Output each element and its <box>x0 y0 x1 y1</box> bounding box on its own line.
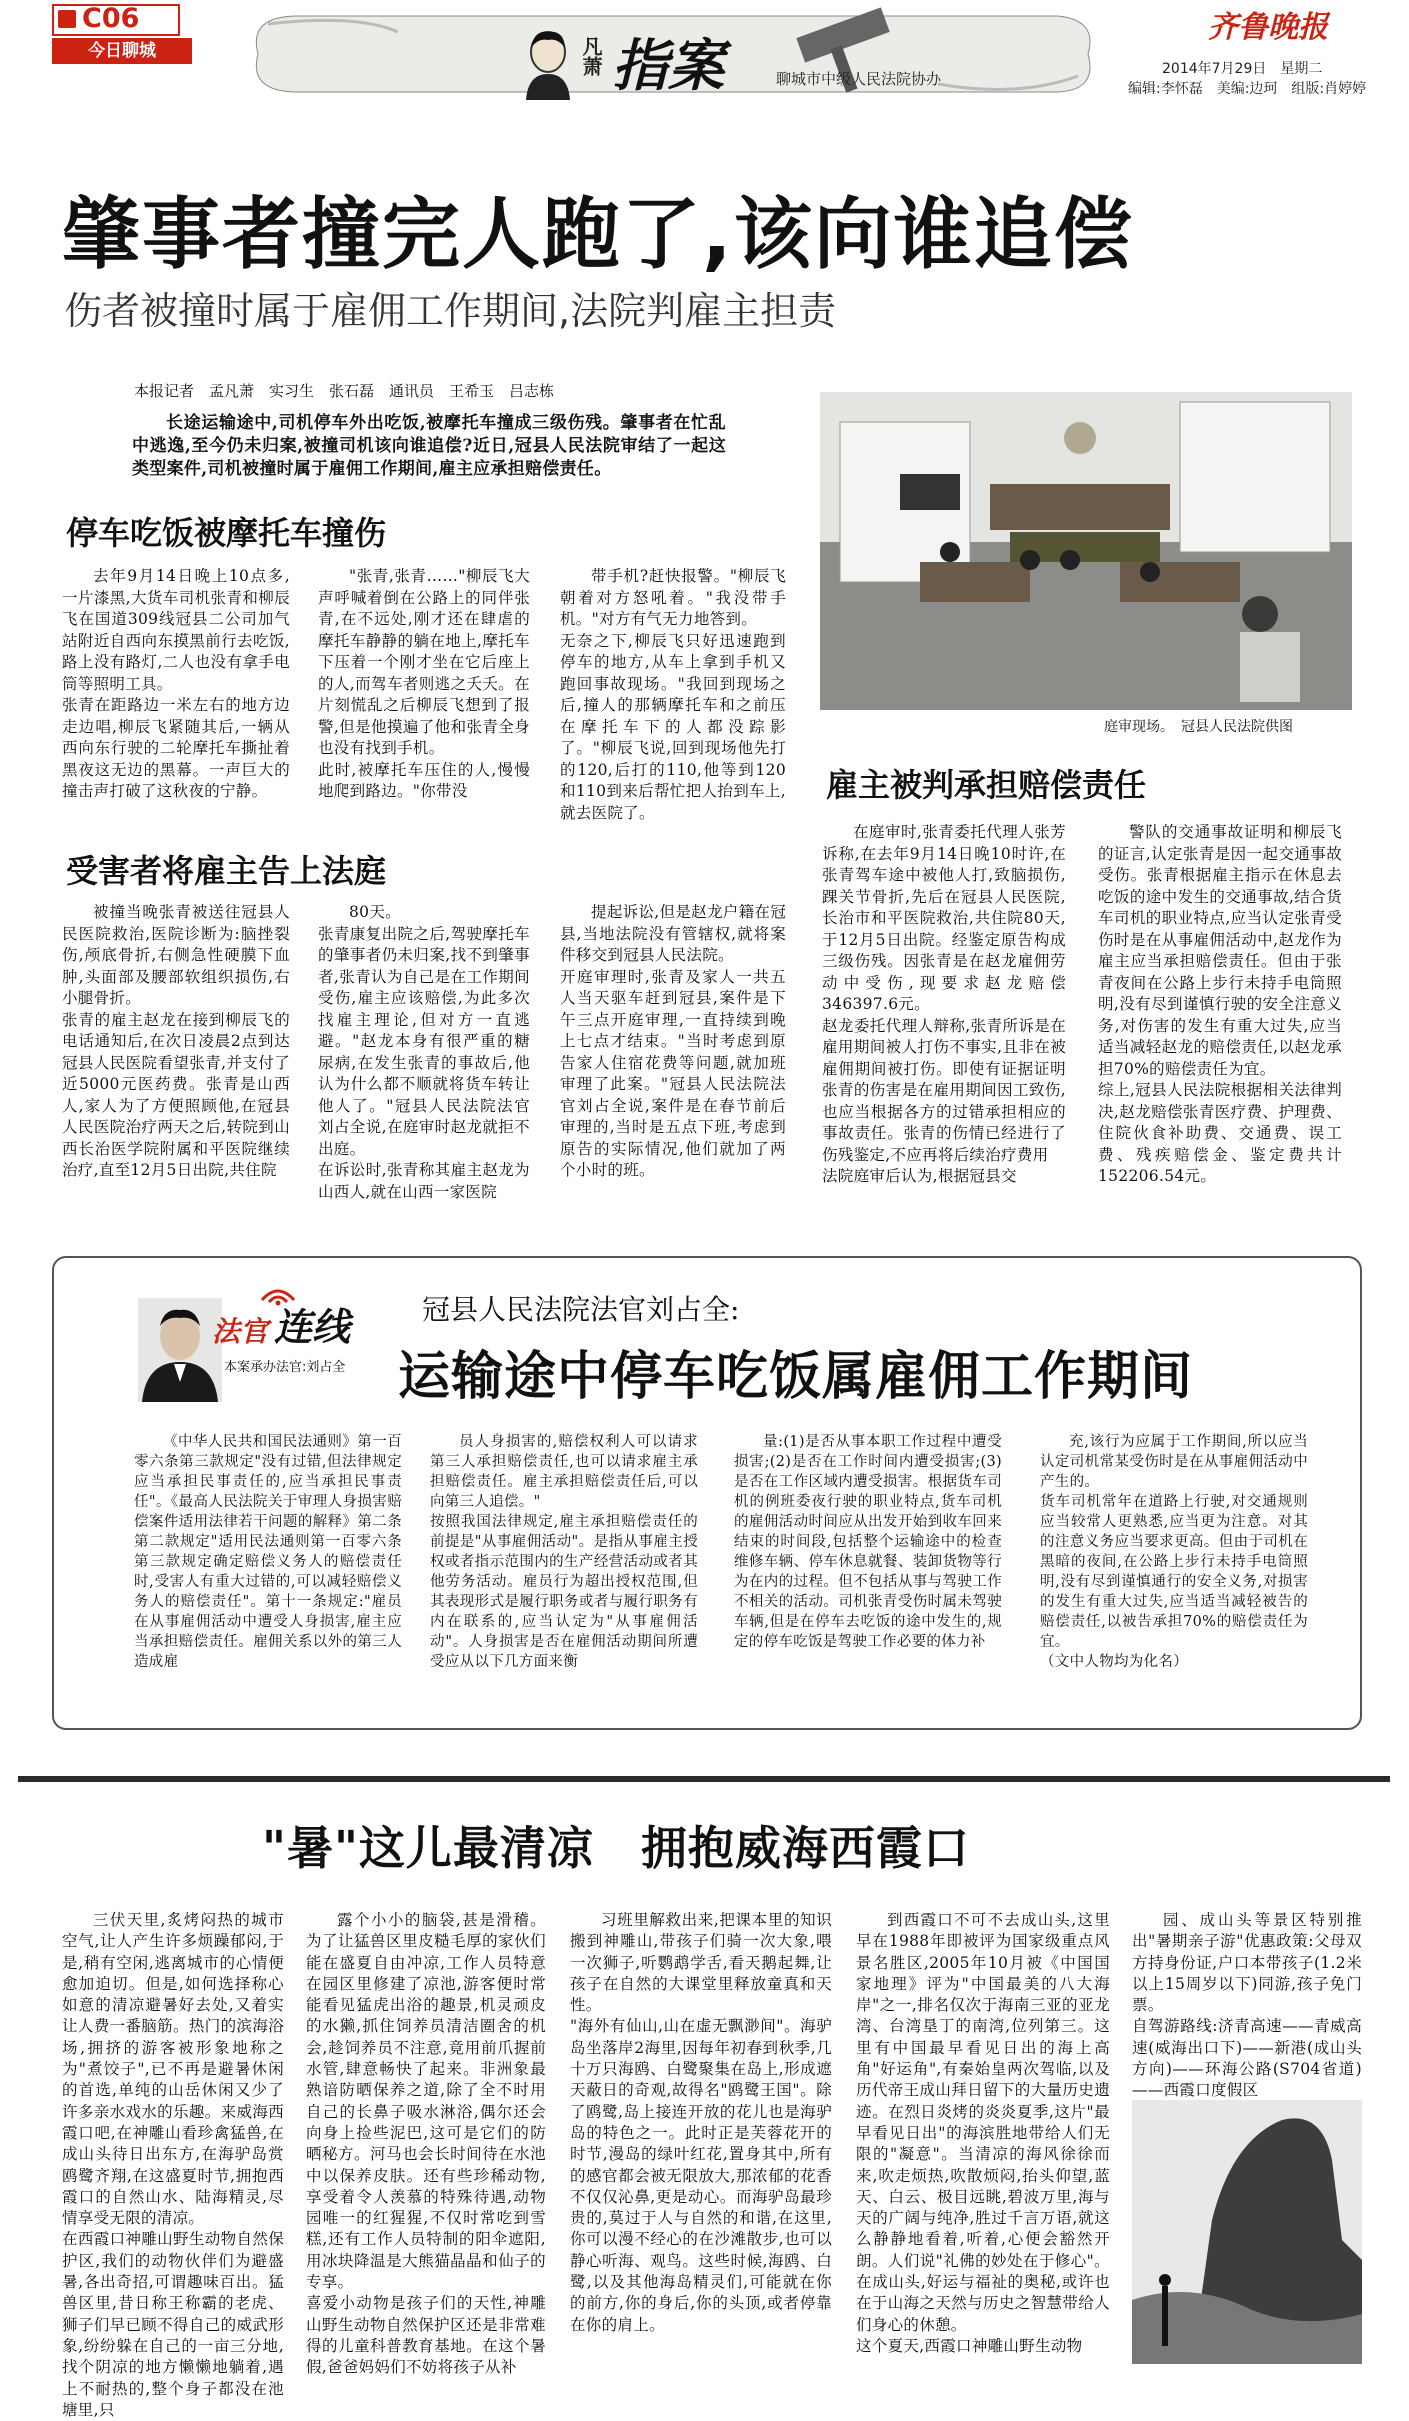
section-1-col-3: 带手机?赶快报警。"柳辰飞朝着对方怒吼着。"我没带手机。"对方有气无力地答到。 无奈之下,柳辰飞只好迅速跑到停车的地方,从车上拿到手机又跑回事故现场。"我回到现场之后,撞人的那辆摩托车和之前压在摩托车下的人都没踪影了。"柳辰飞说,回到现场他先打的120,后打的110,他等到120和110到来后帮忙把人抬到车上,就去医院了。 <box>560 567 786 822</box>
box-col-4: 充,该行为应属于工作期间,所以应当认定司机常某受伤时是在从事雇佣活动中产生的。 货车司机常年在道路上行驶,对交通规则应当较常人更熟悉,应当更为注意。对其的注意义务应当要求更高。但由于司机在黑暗的夜间,在公路上步行未持手电筒照明,没有尽到谨慎通行的安全义务,对损害的发生有重大过失,应当适当减轻被告的赔偿责任,以被告承担70%的赔偿责任为宜。 （文中人物均为化名） <box>1040 1434 1308 1670</box>
box-tag-b: 连线 <box>274 1304 351 1349</box>
travel-col-5: 园、成山头等景区特别推出"暑期亲子游"优惠政策:父母双方持身份证,户口本带孩子(1.2米以上15周岁以下)同游,孩子免门票。 自驾游路线:济青高速——青威高速(威海出口下)——新港(成山头方向)——环海公路(S704省道)——西霞口度假区 <box>1132 1911 1362 2100</box>
box-tag-a: 法官 <box>212 1315 269 1348</box>
section-1-col-2: "张青,张青……"柳辰飞大声呼喊着倒在公路上的同伴张青,在不远处,刚才还在肆虐的摩托车静静的躺在地上,摩托车下压着一个刚才坐在它后座上的人,而驾车者则逃之夭夭。在片刻慌乱之后柳辰飞想到了报警,但是他摸遍了他和张青全身也没有找到手机。 此时,被摩托车压住的人,慢慢地爬到路边。"你带没 <box>318 567 530 800</box>
travel-headline: "暑"这儿最清凉 拥抱威海西霞口 <box>262 1821 970 1875</box>
article-subheadline: 伤者被撞时属于雇佣工作期间,法院判雇主担责 <box>64 289 837 333</box>
section-2-col-1: 被撞当晚张青被送往冠县人民医院救治,医院诊断为:脑挫裂伤,颅底骨折,右侧急性硬膜下血肿,头面部及腰部软组织损伤,右小腿骨折。 张青的雇主赵龙在接到柳辰飞的电话通知后,在次日凌晨2点到达冠县人民医院看望张青,并支付了近5000元医药费。张青是山西人,家人为了方便照顾他,在冠县人民医院治疗两天之后,转院到山西长治医学院附属和平医院继续治疗,直至12月5日出院,共住院 <box>62 903 290 1179</box>
section-3-col-2: 警队的交通事故证明和柳辰飞的证言,认定张青是因一起交通事故受伤。张青根据雇主指示在休息去吃饭的途中发生的交通事故,结合货车司机的职业特点,应当认定张青受伤时是在从事雇佣活动中,赵龙作为雇主应当承担赔偿责任。但由于张青夜间在公路上步行未持手电筒照明,没有尽到谨慎行驶的安全注意义务,对伤害的发生有重大过失,应当适当减轻赵龙的赔偿责任,以赵龙承担70%的赔偿责任为宜。 综上,冠县人民法院根据相关法律判决,赵龙赔偿张青医疗费、护理费、住院伙食补助费、交通费、误工费、残疾赔偿金、鉴定费共计152206.54元。 <box>1098 823 1342 1185</box>
section-2-col-2: 80天。 张青康复出院之后,驾驶摩托车的肇事者仍未归案,找不到肇事者,张青认为自己是在工作期间受伤,雇主应该赔偿,为此多次找雇主理论,但对方一直逃避。"赵龙本身有很严重的糖尿病,在发生张青的事故后,他认为什么都不顺就将货车转让他人了。"冠县人民法院法官刘占全说,在庭审时赵龙就拒不出庭。 在诉讼时,张青称其雇主赵龙为山西人,就在山西一家医院 <box>318 903 530 1201</box>
box-headline: 运输途中停车吃饭属雇佣工作期间 <box>398 1347 1194 1407</box>
article-headline: 肇事者撞完人跑了,该向谁追偿 <box>62 190 1134 280</box>
travel-col-4: 到西霞口不可不去成山头,这里早在1988年即被评为国家级重点风景名胜区,2005年10月被《中国国家地理》评为"中国最美的八大海岸"之一,排名仅次于海南三亚的亚龙湾、台湾垦丁的南湾,位列第三。这里有中国最早看见日出的海上高角"好运角",有秦始皇两次驾临,以及历代帝王成山拜日留下的大量历史遗迹。在烈日炎烤的炎炎夏季,这片"最早看见日出"的海滨胜地带给人们无限的"凝意"。当清凉的海风徐徐而来,吹走烦热,吹散烦闷,抬头仰望,蓝天、白云、极目远眺,碧波万里,海与天的广阔与纯净,胜过千言万语,就这么静静地看着,听着,心便会豁然开朗。人们说"礼佛的妙处在于修心"。在成山头,好运与福祉的奥秘,或许也在于山海之天然与历史之智慧带给人们身心的休憩。 这个夏天,西霞口神雕山野生动物 <box>856 1911 1110 2355</box>
section-divider <box>18 1776 1390 1782</box>
subheading-3: 雇主被判承担赔偿责任 <box>826 766 1147 804</box>
reporter-avatar <box>520 28 576 100</box>
page-number: C06 <box>82 3 140 34</box>
travel-col-2: 露个小小的脑袋,甚是滑稽。为了让猛兽区里皮糙毛厚的家伙们能在盛夏自由冲凉,工作人员特意在园区里修建了凉池,游客便时常能看见猛虎出浴的趣景,机灵顽皮的水獭,抓住饲养员清洁圈舍的机会,趁饲养员不注意,竟用前爪握前水管,肆意畅快了起来。非洲象最熟谙防晒保养之道,除了全不时用自己的长鼻子吸水淋浴,偶尔还会向身上捡些泥巴,这可是它们的防晒秘方。河马也会长时间待在水池中以保养皮肤。还有些珍稀动物,享受着令人羡慕的特殊待遇,动物园唯一的红猩猩,不仅时常吃到雪糕,还有工作人员特制的阳伞遮阳,用冰块降温是大熊猫晶晶和仙子的专享。 喜爱小动物是孩子们的天性,神雕山野生动物自然保护区还是非常难得的儿童科普教育基地。在这个暑假,爸爸妈妈们不妨将孩子从补 <box>306 1911 546 2377</box>
subheading-1: 停车吃饭被摩托车撞伤 <box>66 514 387 552</box>
column-title-small: 凡萧 <box>579 36 603 76</box>
byline: 本报记者 孟凡萧 实习生 张石磊 通讯员 王希玉 吕志栋 <box>134 382 555 400</box>
photo-caption: 庭审现场。 冠县人民法院供图 <box>1104 719 1293 735</box>
newspaper-logo: 齐鲁晚报 <box>1208 10 1328 45</box>
section-3-col-1: 在庭审时,张青委托代理人张芳诉称,在去年9月14日晚10时许,在张青驾车途中被他人打,致脑损伤,踝关节骨折,先后在冠县人民医院,长治市和平医院救治,共住院80天,于12月5日出院。经鉴定原告构成三级伤残。因张青是在赵龙雇佣劳动中受伤,现要求赵龙赔偿346397.6元。 赵龙委托代理人辩称,张青所诉是在雇用期间被人打伤不事实,且非在被雇佣期间被打伤。即使有证据证明张青的伤害是在雇用期间因工致伤,也应当根据各方的过错承担相应的事故责任。张青的伤情已经进行了伤残鉴定,不应再将后续治疗费用 法院庭审后认为,根据冠县交 <box>822 823 1066 1185</box>
box-col-1: 《中华人民共和国民法通则》第一百零六条第三款规定"没有过错,但法律规定应当承担民事责任的,应当承担民事责任"。《最高人民法院关于审理人身损害赔偿案件适用法律若干问题的解释》第二条第二款规定"适用民法通则第一百零六条第三款规定确定赔偿义务人的赔偿责任时,受害人有重大过错的,可以减轻赔偿义务人的赔偿责任"。第十一条规定:"雇员在从事雇佣活动中遭受人身损害,雇主应当承担赔偿责任。雇佣关系以外的第三人造成雇 <box>134 1434 402 1670</box>
issue-date: 2014年7月29日 星期二 <box>1162 61 1323 77</box>
box-tag-sub: 本案承办法官:刘占全 <box>224 1360 346 1375</box>
subheading-2: 受害者将雇主告上法庭 <box>66 852 387 890</box>
article-lead: 长途运输途中,司机停车外出吃饭,被摩托车撞成三级伤残。肇事者在忙乱中逃逸,至今仍未归案,被撞司机该向谁追偿?近日,冠县人民法院审结了一起这类型案件,司机被撞时属于雇佣工作期间,雇主应承担赔偿责任。 <box>132 413 726 479</box>
section-tab: 今日聊城 <box>52 38 192 64</box>
masthead <box>0 0 1409 112</box>
court-cosponsor: 聊城市中级人民法院协办 <box>776 70 942 88</box>
travel-col-3: 习班里解救出来,把课本里的知识搬到神雕山,带孩子们骑一次大象,喂一次狮子,听鹦鹉学舌,看天鹅起舞,让孩子在自然的大课堂里释放童真和天性。 "海外有仙山,山在虚无飘渺间"。海驴岛坐落岸2海里,因每年初春到秋季,几十万只海鸥、白鹭聚集在岛上,形成遮天蔽日的奇观,故得名"鸥鹭王国"。除了鸥鹭,岛上接连开放的花儿也是海驴岛的特色之一。此时正是芙蓉花开的时节,漫岛的绿叶红花,置身其中,所有的感官都会被无限放大,那浓郁的花香不仅仅沁鼻,更是动心。而海驴岛最珍贵的,莫过于人与自然的和谐,在这里,你可以漫不经心的在沙滩散步,也可以静心听海、观鸟。这些时候,海鸥、白鹭,以及其他海岛精灵们,可能就在你的前方,你的身后,你的头顶,或者停靠在你的肩上。 <box>570 1911 832 2334</box>
judge-portrait <box>138 1298 222 1402</box>
courtroom-photo <box>820 392 1352 710</box>
box-col-2: 员人身损害的,赔偿权利人可以请求第三人承担赔偿责任,也可以请求雇主承担赔偿责任。雇主承担赔偿责任后,可以向第三人追偿。" 按照我国法律规定,雇主承担赔偿责任的前提是"从事雇佣活动"。是指从事雇主授权或者指示范围内的生产经营活动或者其他劳务活动。雇员行为超出授权范围,但其表现形式是履行职务或者与履行职务有内在联系的,应当认定为"从事雇佣活动"。人身损害是否在雇佣活动期间所遭受应从以下几方面来衡 <box>430 1434 698 1670</box>
travel-col-1: 三伏天里,炙烤闷热的城市空气,让人产生许多烦躁郁闷,于是,稍有空闲,逃离城市的心情便愈加迫切。但是,如何选择称心如意的清凉避暑好去处,又着实让人费一番脑筋。热门的滨海浴场,拥挤的游客被形象地称之为"煮饺子",已不再是避暑休闲的首选,单纯的山岳休闲又少了许多亲水戏水的乐趣。来威海西霞口吧,在神雕山看珍禽猛兽,在成山头待日出东方,在海驴岛赏鸥鹭齐翔,在这盛夏时节,拥抱西霞口的自然山水、陆海精灵,尽情享受无限的清凉。 在西霞口神雕山野生动物自然保护区,我们的动物伙伴们为避盛暑,各出奇招,可谓趣味百出。猛兽区里,昔日称王称霸的老虎、狮子们早已顾不得自己的威武形象,纷纷躲在自己的一亩三分地,找个阴凉的地方懒懒地躺着,遇上不耐热的,整个身子都没在池塘里,只 <box>62 1911 284 2419</box>
editor-credits: 编辑:李怀磊 美编:边珂 组版:肖婷婷 <box>1128 81 1367 97</box>
section-2-col-3: 提起诉讼,但是赵龙户籍在冠县,当地法院没有管辖权,就将案件移交到冠县人民法院。 开庭审理时,张青及家人一共五人当天驱车赶到冠县,案件是下午三点开庭审理,一直持续到晚上七点才结束。"当时考虑到原告家人住宿花费等问题,就加班审理了此案。"冠县人民法院法官刘占全说,案件是在春节前后审理的,当时是五点下班,考虑到原告的实际情况,他们就加了两个小时的班。 <box>560 903 786 1179</box>
box-col-3: 量:(1)是否从事本职工作过程中遭受损害;(2)是否在工作时间内遭受损害;(3)是否在工作区域内遭受损害。根据货车司机的例班委夜行驶的职业特点,货车司机的雇佣活动时间应从出发开始到收车回来结束的时间段,包括整个运输途中的检查维修车辆、停车休息就餐、装卸货物等行为在内的过程。但不包括从事与驾驶工作不相关的活动。司机张青受伤时属未驾驶车辆,但是在停车去吃饭的途中发生的,规定的停车吃饭是驾驶工作必要的体力补 <box>734 1434 1002 1650</box>
coastline-photo <box>1132 2100 1362 2364</box>
column-title-big: 指案 <box>612 33 724 99</box>
box-kicker: 冠县人民法院法官刘占全: <box>422 1293 740 1326</box>
section-1-col-1: 去年9月14日晚上10点多,一片漆黑,大货车司机张青和柳辰飞在国道309线冠县二公司加气站附近自西向东摸黑前行去吃饭,路上没有路灯,二人也没有拿手电筒等照明工具。 张青在距路边一米左右的地方边走边唱,柳辰飞紧随其后,一辆从西向东行驶的二轮摩托车撕扯着黑夜这无边的黑幕。一声巨大的撞击声打破了这秋夜的宁静。 <box>62 567 290 800</box>
page-number-icon <box>58 10 76 28</box>
